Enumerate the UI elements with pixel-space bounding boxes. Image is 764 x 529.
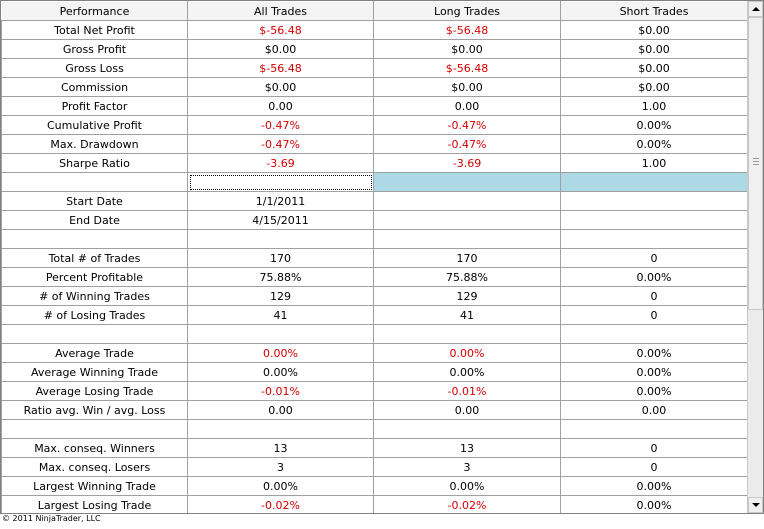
table-row[interactable] [2, 59, 748, 78]
all-trades-cell[interactable]: 13 [188, 439, 374, 458]
header-row [2, 2, 748, 21]
all-trades-cell[interactable] [188, 420, 374, 439]
short-trades-cell[interactable]: 0 [561, 287, 748, 306]
all-trades-cell[interactable]: 4/15/2011 [188, 211, 374, 230]
table-row[interactable] [2, 211, 748, 230]
all-trades-cell[interactable]: 0.00 [188, 401, 374, 420]
long-trades-cell[interactable] [374, 211, 561, 230]
short-trades-cell[interactable] [561, 420, 748, 439]
short-trades-cell[interactable]: 1.00 [561, 154, 748, 173]
all-trades-cell[interactable]: 3 [188, 458, 374, 477]
row-label-cell[interactable]: Average Trade [2, 344, 188, 363]
all-trades-cell[interactable]: 0.00% [188, 363, 374, 382]
all-trades-cell[interactable]: -0.47% [188, 135, 374, 154]
row-label-cell[interactable]: # of Losing Trades [2, 306, 188, 325]
all-trades-cell[interactable]: $0.00 [188, 78, 374, 97]
all-trades-cell[interactable]: 1/1/2011 [188, 192, 374, 211]
short-trades-cell[interactable] [561, 192, 748, 211]
short-trades-cell[interactable]: 0.00% [561, 268, 748, 287]
performance-grid [1, 1, 747, 513]
table-row[interactable] [2, 496, 748, 514]
long-trades-cell[interactable]: 0.00% [374, 363, 561, 382]
long-trades-cell[interactable]: 170 [374, 249, 561, 268]
table-row[interactable] [2, 268, 748, 287]
short-trades-cell[interactable] [561, 211, 748, 230]
row-label-cell[interactable]: Average Winning Trade [2, 363, 188, 382]
long-trades-cell[interactable]: 41 [374, 306, 561, 325]
table-row[interactable] [2, 306, 748, 325]
all-trades-cell[interactable]: 0.00% [188, 477, 374, 496]
short-trades-cell[interactable]: 0 [561, 249, 748, 268]
scroll-thumb[interactable] [748, 17, 763, 310]
long-trades-cell[interactable] [374, 192, 561, 211]
all-trades-cell[interactable]: 75.88% [188, 268, 374, 287]
column-header-short-trades[interactable]: Short Trades [561, 2, 748, 21]
short-trades-cell[interactable]: $0.00 [561, 21, 748, 40]
row-label-cell[interactable]: Start Date [2, 192, 188, 211]
row-label-cell[interactable]: Ratio avg. Win / avg. Loss [2, 401, 188, 420]
short-trades-cell[interactable]: 0.00 [561, 401, 748, 420]
all-trades-cell[interactable]: $-56.48 [188, 59, 374, 78]
short-trades-cell[interactable]: $0.00 [561, 78, 748, 97]
table-row[interactable] [2, 458, 748, 477]
row-label-cell[interactable]: Profit Factor [2, 97, 188, 116]
row-label-cell[interactable]: Largest Winning Trade [2, 477, 188, 496]
all-trades-cell[interactable]: -0.47% [188, 116, 374, 135]
row-label-cell[interactable]: Max. conseq. Winners [2, 439, 188, 458]
long-trades-cell[interactable]: 129 [374, 287, 561, 306]
table-row[interactable] [2, 173, 748, 192]
all-trades-cell[interactable]: $-56.48 [188, 21, 374, 40]
table-row[interactable] [2, 439, 748, 458]
short-trades-cell[interactable]: 1.00 [561, 97, 748, 116]
short-trades-cell[interactable]: 0.00% [561, 135, 748, 154]
column-header-long-trades[interactable]: Long Trades [374, 2, 561, 21]
long-trades-cell[interactable]: 13 [374, 439, 561, 458]
row-label-cell[interactable]: Sharpe Ratio [2, 154, 188, 173]
short-trades-cell[interactable] [561, 173, 748, 192]
long-trades-cell[interactable]: -0.47% [374, 116, 561, 135]
long-trades-cell[interactable]: $0.00 [374, 78, 561, 97]
scroll-grip-icon [753, 158, 759, 165]
row-label-cell[interactable]: Cumulative Profit [2, 116, 188, 135]
column-header-performance[interactable]: Performance [2, 2, 188, 21]
short-trades-cell[interactable] [561, 230, 748, 249]
row-label-cell[interactable]: Total Net Profit [2, 21, 188, 40]
row-label-cell[interactable]: Commission [2, 78, 188, 97]
row-label-cell[interactable]: Percent Profitable [2, 268, 188, 287]
long-trades-cell[interactable] [374, 325, 561, 344]
row-label-cell[interactable]: Max. conseq. Losers [2, 458, 188, 477]
all-trades-cell[interactable]: 41 [188, 306, 374, 325]
all-trades-cell[interactable]: -0.01% [188, 382, 374, 401]
short-trades-cell[interactable]: 0.00% [561, 363, 748, 382]
column-header-all-trades[interactable]: All Trades [188, 2, 374, 21]
scroll-up-arrow-icon [752, 7, 760, 11]
short-trades-cell[interactable]: 0.00% [561, 477, 748, 496]
long-trades-cell[interactable]: $-56.48 [374, 21, 561, 40]
short-trades-cell[interactable]: 0.00% [561, 382, 748, 401]
row-label-cell[interactable]: Total # of Trades [2, 249, 188, 268]
performance-table [1, 1, 747, 513]
table-row[interactable] [2, 154, 748, 173]
row-label-cell[interactable]: Max. Drawdown [2, 135, 188, 154]
table-body [2, 21, 748, 514]
all-trades-cell[interactable]: -0.02% [188, 496, 374, 514]
row-label-cell[interactable] [2, 325, 188, 344]
row-label-cell[interactable]: Gross Profit [2, 40, 188, 59]
all-trades-cell[interactable] [188, 173, 374, 192]
short-trades-cell[interactable]: $0.00 [561, 59, 748, 78]
table-row[interactable] [2, 116, 748, 135]
all-trades-cell[interactable]: 0.00% [188, 344, 374, 363]
table-row[interactable] [2, 21, 748, 40]
short-trades-cell[interactable]: 0 [561, 458, 748, 477]
short-trades-cell[interactable]: 0.00% [561, 116, 748, 135]
all-trades-cell[interactable]: -3.69 [188, 154, 374, 173]
scroll-down-button[interactable] [748, 497, 763, 513]
long-trades-cell[interactable] [374, 173, 561, 192]
table-row[interactable] [2, 97, 748, 116]
row-label-cell[interactable]: Largest Losing Trade [2, 496, 188, 514]
row-label-cell[interactable]: End Date [2, 211, 188, 230]
short-trades-cell[interactable] [561, 325, 748, 344]
row-label-cell[interactable] [2, 420, 188, 439]
long-trades-cell[interactable]: 0.00 [374, 97, 561, 116]
long-trades-cell[interactable]: -3.69 [374, 154, 561, 173]
table-row[interactable] [2, 363, 748, 382]
all-trades-cell[interactable] [188, 230, 374, 249]
row-label-cell[interactable] [2, 173, 188, 192]
long-trades-cell[interactable]: 0.00% [374, 344, 561, 363]
short-trades-cell[interactable]: 0 [561, 439, 748, 458]
long-trades-cell[interactable]: -0.02% [374, 496, 561, 514]
table-row[interactable] [2, 249, 748, 268]
all-trades-cell[interactable]: 170 [188, 249, 374, 268]
table-row[interactable] [2, 135, 748, 154]
table-row[interactable] [2, 230, 748, 249]
table-row[interactable] [2, 344, 748, 363]
all-trades-cell[interactable]: 0.00 [188, 97, 374, 116]
long-trades-cell[interactable]: $-56.48 [374, 59, 561, 78]
row-label-cell[interactable] [2, 230, 188, 249]
table-row[interactable] [2, 420, 748, 439]
long-trades-cell[interactable]: -0.47% [374, 135, 561, 154]
short-trades-cell[interactable]: 0.00% [561, 496, 748, 514]
long-trades-cell[interactable] [374, 230, 561, 249]
long-trades-cell[interactable]: 3 [374, 458, 561, 477]
short-trades-cell[interactable]: 0 [561, 306, 748, 325]
long-trades-cell[interactable]: -0.01% [374, 382, 561, 401]
long-trades-cell[interactable]: $0.00 [374, 40, 561, 59]
table-row[interactable] [2, 287, 748, 306]
table-row[interactable] [2, 78, 748, 97]
vertical-scrollbar[interactable] [747, 1, 763, 513]
all-trades-cell[interactable]: $0.00 [188, 40, 374, 59]
table-row[interactable] [2, 325, 748, 344]
long-trades-cell[interactable]: 0.00% [374, 477, 561, 496]
short-trades-cell[interactable]: 0.00% [561, 344, 748, 363]
table-row[interactable] [2, 401, 748, 420]
table-row[interactable] [2, 382, 748, 401]
row-label-cell[interactable]: Gross Loss [2, 59, 188, 78]
short-trades-cell[interactable]: $0.00 [561, 40, 748, 59]
long-trades-cell[interactable]: 75.88% [374, 268, 561, 287]
scroll-up-button[interactable] [748, 1, 763, 17]
table-row[interactable] [2, 477, 748, 496]
row-label-cell[interactable]: Average Losing Trade [2, 382, 188, 401]
row-label-cell[interactable]: # of Winning Trades [2, 287, 188, 306]
long-trades-cell[interactable]: 0.00 [374, 401, 561, 420]
long-trades-cell[interactable] [374, 420, 561, 439]
scroll-down-arrow-icon [752, 503, 760, 507]
table-row[interactable] [2, 192, 748, 211]
copyright-footer: © 2011 NinjaTrader, LLC [2, 514, 101, 523]
table-row[interactable] [2, 40, 748, 59]
all-trades-cell[interactable] [188, 325, 374, 344]
all-trades-cell[interactable]: 129 [188, 287, 374, 306]
